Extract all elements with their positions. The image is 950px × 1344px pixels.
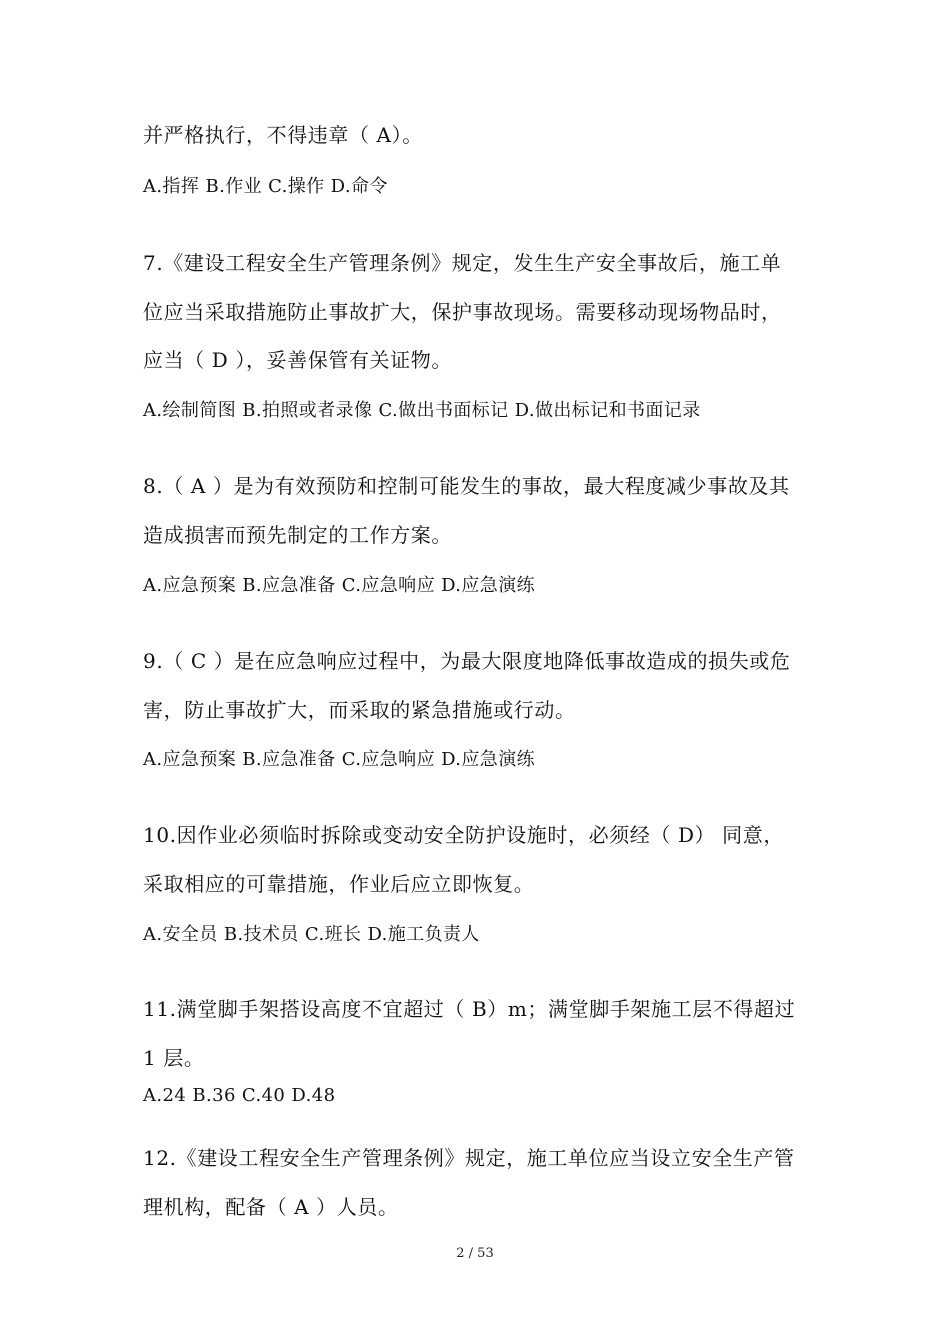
answer-options: A.应急预案 B.应急准备 C.应急响应 D.应急演练	[143, 575, 535, 596]
answer-options: A.绘制简图 B.拍照或者录像 C.做出书面标记 D.做出标记和书面记录	[143, 400, 701, 421]
question-11-line-1: 11.满堂脚手架搭设高度不宜超过（ B）m；满堂脚手架施工层不得超过	[143, 997, 796, 1021]
question-9-line-2: 害，防止事故扩大，而采取的紧急措施或行动。	[143, 698, 576, 722]
question-8-line-1: 8.（ A ）是为有效预防和控制可能发生的事故，最大程度减少事故及其	[143, 474, 790, 498]
text-line: 并严格执行，不得违章（ A）。	[143, 123, 423, 147]
question-12-line-2: 理机构，配备（ A ）人员。	[143, 1195, 399, 1219]
question-7-line-3: 应当（ D ），妥善保管有关证物。	[143, 348, 452, 372]
question-7-line-2: 位应当采取措施防止事故扩大，保护事故现场。需要移动现场物品时，	[143, 300, 782, 324]
question-10-line-1: 10.因作业必须临时拆除或变动安全防护设施时，必须经（ D） 同意，	[143, 823, 784, 847]
answer-options: A.安全员 B.技术员 C.班长 D.施工负责人	[143, 924, 480, 945]
answer-options: A.应急预案 B.应急准备 C.应急响应 D.应急演练	[143, 749, 535, 770]
answer-options: A.24 B.36 C.40 D.48	[143, 1085, 336, 1106]
question-12-line-1: 12.《建设工程安全生产管理条例》规定，施工单位应当设立安全生产管	[143, 1146, 795, 1170]
page-number: 2 / 53	[456, 1246, 494, 1261]
question-10-line-2: 采取相应的可靠措施，作业后应立即恢复。	[143, 872, 535, 896]
question-7-line-1: 7.《建设工程安全生产管理条例》规定，发生生产安全事故后，施工单	[143, 251, 782, 275]
answer-options: A.指挥 B.作业 C.操作 D.命令	[143, 176, 388, 197]
question-8-line-2: 造成损害而预先制定的工作方案。	[143, 523, 452, 547]
question-9-line-1: 9.（ C ）是在应急响应过程中，为最大限度地降低事故造成的损失或危	[143, 649, 791, 673]
question-11-line-2: 1 层。	[143, 1046, 205, 1070]
